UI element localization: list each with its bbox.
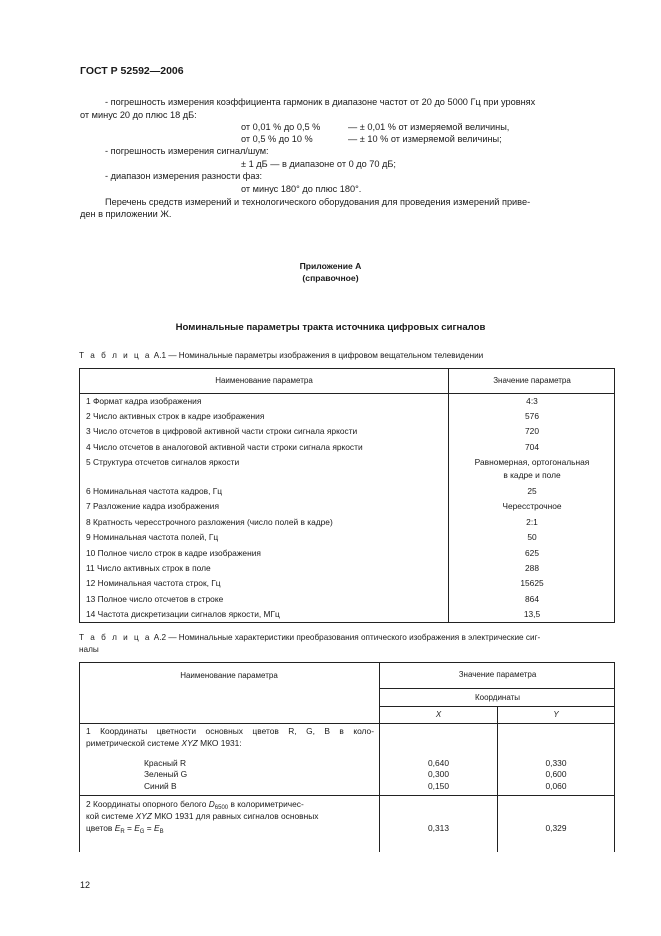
- table-a2-caption: [79, 632, 540, 643]
- table-a2-row1-text-line1: 1 Координаты цветности основных цветов R, G, B в коло-: [86, 726, 374, 736]
- paragraph-phase-line1: - диапазон измерения разности фаз:: [105, 171, 263, 181]
- table-row: 9 Номинальная частота полей, Гц: [86, 532, 219, 542]
- color-green-y: 0,600: [545, 769, 567, 779]
- paragraph-thd-line1: - погрешность измерения коэффициента гармоник в диапазоне частот от 20 до 5000 Гц при уровнях: [105, 97, 536, 107]
- color-red-label: Красный R: [144, 758, 187, 768]
- table-a2-row2-text-line2: кой системе XYZ МКО 1931 для равных сигналов основных: [86, 811, 319, 821]
- table-a2-header-coordinates: Координаты: [474, 693, 521, 702]
- table-a1-header-name: Наименование параметра: [215, 376, 313, 385]
- table-row: 3 Число отсчетов в цифровой активной части строки сигнала яркости: [86, 426, 358, 436]
- table-row: 2 Число активных строк в кадре изображения: [86, 411, 265, 421]
- table-cell-value: Равномерная, ортогональная: [474, 457, 590, 467]
- paragraph-equipment-line2: ден в приложении Ж.: [80, 209, 172, 219]
- document-code: ГОСТ Р 52592—2006: [80, 65, 184, 77]
- appendix-heading: Номинальные параметры тракта источника цифровых сигналов: [175, 322, 486, 333]
- table-a2-header-x: X: [435, 710, 442, 719]
- table-row: 8 Кратность чересстрочного разложения (число полей в кадре): [86, 517, 333, 527]
- table-a2-row2-text-line1: 2 Координаты опорного белого $D_{6500}$ в колориметричес-: [86, 799, 304, 811]
- color-blue-x: 0,150: [428, 781, 449, 791]
- table-a2-row1-text-line2: риметрической системе XYZ МКО 1931:: [86, 738, 242, 748]
- color-green-x: 0,300: [428, 769, 449, 779]
- table-cell-value: 4:3: [526, 396, 538, 406]
- table-row: 13 Полное число отсчетов в строке: [86, 594, 224, 604]
- color-red-y: 0,330: [545, 758, 567, 768]
- white-point-x: 0,313: [428, 823, 449, 833]
- table-cell-value: 576: [525, 411, 539, 421]
- appendix-subtitle: (справочное): [302, 273, 359, 283]
- table-row: 12 Номинальная частота строк, Гц: [86, 578, 221, 588]
- color-green-label: Зеленый G: [144, 769, 188, 779]
- paragraph-equipment-line1: Перечень средств измерений и технологического оборудования для проведения измерений приве-: [105, 197, 531, 207]
- table-a1-caption: [79, 350, 483, 361]
- range-1: от 0,01 % до 0,5 %: [241, 122, 321, 132]
- table-a2-row2-text-line3: цветов $E_R = E_G = E_B$: [86, 823, 164, 835]
- paragraph-phase-line2: от минус 180° до плюс 180°.: [241, 184, 362, 194]
- page-number: 12: [80, 880, 91, 890]
- table-cell-value: 25: [527, 486, 537, 496]
- table-cell-value: 50: [527, 532, 537, 542]
- color-blue-label: Синий B: [144, 781, 177, 791]
- table-a2: [79, 662, 615, 852]
- table-a2-caption-text: А.2 — Номинальные характеристики преобразования оптического изображения в электрические сиг-: [153, 633, 541, 642]
- table-cell-value: 288: [525, 563, 539, 573]
- table-cell-value: 15625: [520, 578, 544, 588]
- table-cell-value: 13,5: [523, 609, 541, 619]
- table-cell-value: 864: [525, 594, 539, 604]
- table-a2-header-y: Y: [553, 710, 559, 719]
- table-a2-label: Т а б л и ц а: [79, 633, 152, 642]
- appendix-title: Приложение А: [299, 261, 362, 271]
- table-row: 10 Полное число строк в кадре изображения: [86, 548, 261, 558]
- white-point-y: 0,329: [545, 823, 567, 833]
- table-row: 4 Число отсчетов в аналоговой активной части строки сигнала яркости: [86, 442, 363, 452]
- table-cell-value: 2:1: [526, 517, 538, 527]
- table-cell-value: 625: [525, 548, 539, 558]
- table-cell-value-continued: в кадре и поле: [503, 470, 561, 480]
- table-a1: [79, 368, 615, 623]
- table-row: 7 Разложение кадра изображения: [86, 501, 220, 511]
- table-a1-header-value: Значение параметра: [493, 376, 571, 385]
- paragraph-thd-line2: от минус 20 до плюс 18 дБ:: [80, 110, 197, 120]
- table-a2-header-value: Значение параметра: [458, 670, 537, 679]
- table-cell-value: 704: [525, 442, 539, 452]
- range-2: от 0,5 % до 10 %: [241, 134, 313, 144]
- paragraph-snr-line1: - погрешность измерения сигнал/шум:: [105, 146, 269, 156]
- table-a1-label: Т а б л и ц а: [79, 351, 152, 360]
- table-a1-caption-text: А.1 — Номинальные параметры изображения в цифровом вещательном телевидении: [153, 351, 484, 360]
- table-a2-caption-line2: налы: [79, 645, 99, 654]
- table-row: 6 Номинальная частота кадров, Гц: [86, 486, 223, 496]
- table-row: 5 Структура отсчетов сигналов яркости: [86, 457, 240, 467]
- color-red-x: 0,640: [428, 758, 449, 768]
- table-cell-value: 720: [525, 426, 539, 436]
- table-a2-header-name: Наименование параметра: [180, 671, 278, 680]
- range-2-value: — ± 10 % от измеряемой величины;: [348, 134, 502, 144]
- table-row: 1 Формат кадра изображения: [86, 396, 202, 406]
- table-row: 14 Частота дискретизации сигналов яркости, МГц: [86, 609, 280, 619]
- table-row: 11 Число активных строк в поле: [86, 563, 211, 573]
- table-cell-value: Чересстрочное: [502, 501, 562, 511]
- paragraph-snr-line2: ± 1 дБ — в диапазоне от 0 до 70 дБ;: [241, 159, 396, 169]
- range-1-value: — ± 0,01 % от измеряемой величины,: [348, 122, 510, 132]
- color-blue-y: 0,060: [545, 781, 567, 791]
